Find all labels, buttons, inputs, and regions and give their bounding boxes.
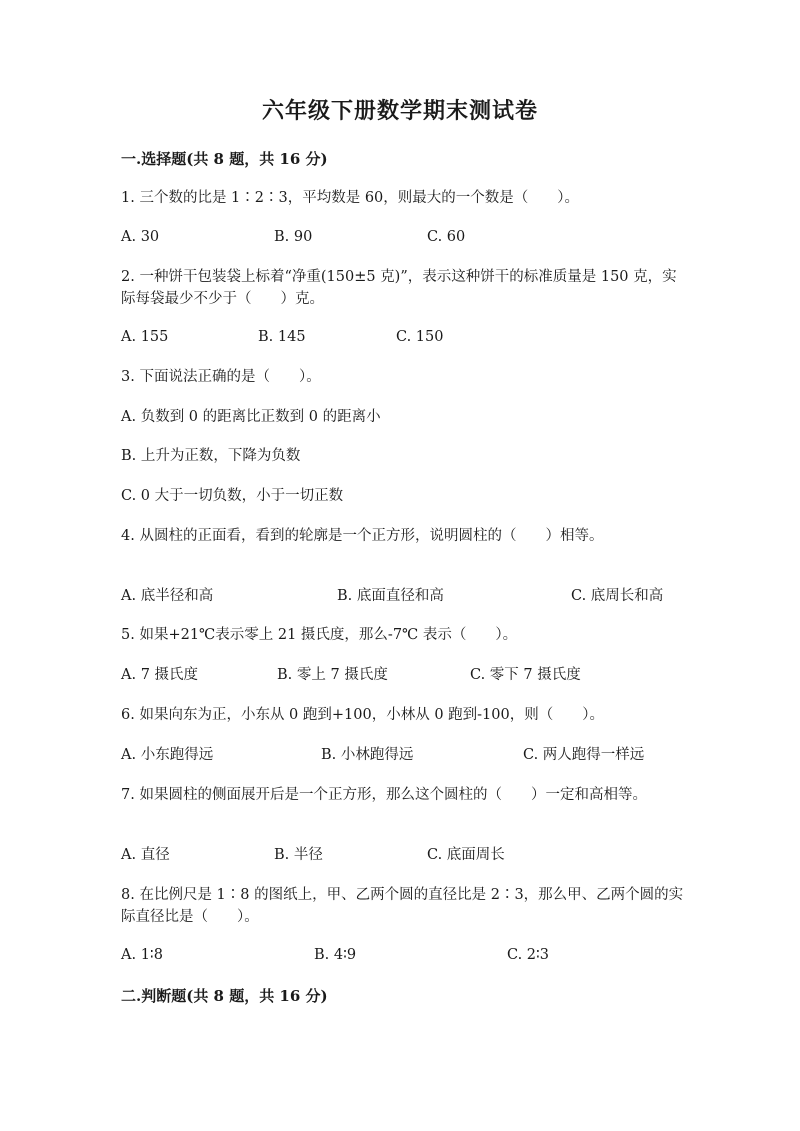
question-4: 4. 从圆柱的正面看，看到的轮廓是一个正方形，说明圆柱的（ ）相等。 bbox=[121, 528, 604, 544]
option-c: C. 两人跑得一样远 bbox=[523, 747, 645, 763]
question-5: 5. 如果+21℃表示零上 21 摄氏度，那么-7℃ 表示（ ）。 bbox=[121, 627, 518, 643]
option-a: A. 负数到 0 的距离比正数到 0 的距离小 bbox=[121, 409, 381, 425]
option-c: C. 60 bbox=[427, 229, 466, 245]
option-b: B. 半径 bbox=[274, 847, 323, 863]
option-a: A. 直径 bbox=[121, 847, 170, 863]
option-c: C. 150 bbox=[396, 329, 444, 345]
question-2: 2. 一种饼干包装袋上标着“净重(150±5 克)”，表示这种饼干的标准质量是 150 克，实际每袋最少不少于（ ）克。 bbox=[121, 269, 677, 307]
option-b: B. 上升为正数，下降为负数 bbox=[121, 448, 301, 464]
section-header-choice: 一.选择题(共 8 题，共 16 分) bbox=[121, 150, 328, 168]
question-8: 8. 在比例尺是 1∶8 的图纸上，甲、乙两个圆的直径比是 2∶3，那么甲、乙两个圆的实际直径比是（ ）。 bbox=[121, 887, 684, 925]
option-c: C. 2∶3 bbox=[507, 947, 550, 963]
option-a: A. 30 bbox=[121, 229, 160, 245]
option-c: C. 零下 7 摄氏度 bbox=[470, 667, 581, 683]
question-1: 1. 三个数的比是 1∶2∶3，平均数是 60，则最大的一个数是（ ）。 bbox=[121, 190, 580, 206]
option-c: C. 底周长和高 bbox=[571, 588, 664, 604]
option-c: C. 底面周长 bbox=[427, 847, 505, 863]
section-header-judge: 二.判断题(共 8 题，共 16 分) bbox=[121, 987, 328, 1005]
question-6-options bbox=[121, 744, 691, 766]
question-1-options bbox=[121, 226, 691, 248]
option-b: B. 90 bbox=[274, 229, 313, 245]
option-a: A. 155 bbox=[121, 329, 169, 345]
option-b: B. 零上 7 摄氏度 bbox=[277, 667, 388, 683]
option-c: C. 0 大于一切负数，小于一切正数 bbox=[121, 488, 344, 504]
option-b: B. 小林跑得远 bbox=[321, 747, 414, 763]
question-5-options bbox=[121, 664, 691, 686]
question-7-options bbox=[121, 844, 691, 866]
option-b: B. 145 bbox=[258, 329, 306, 345]
question-3: 3. 下面说法正确的是（ ）。 bbox=[121, 369, 321, 385]
option-a: A. 1∶8 bbox=[121, 947, 163, 963]
page-title: 六年级下册数学期末测试卷 bbox=[261, 98, 538, 124]
question-6: 6. 如果向东为正，小东从 0 跑到+100，小林从 0 跑到-100，则（ ）。 bbox=[121, 707, 604, 723]
option-a: A. 7 摄氏度 bbox=[121, 667, 199, 683]
question-8-options bbox=[121, 944, 691, 966]
option-b: B. 4∶9 bbox=[314, 947, 357, 963]
option-a: A. 底半径和高 bbox=[121, 588, 214, 604]
option-b: B. 底面直径和高 bbox=[337, 588, 444, 604]
question-4-options bbox=[121, 585, 691, 607]
option-a: A. 小东跑得远 bbox=[121, 747, 214, 763]
question-2-options bbox=[121, 326, 691, 348]
question-7: 7. 如果圆柱的侧面展开后是一个正方形，那么这个圆柱的（ ）一定和高相等。 bbox=[121, 787, 647, 803]
